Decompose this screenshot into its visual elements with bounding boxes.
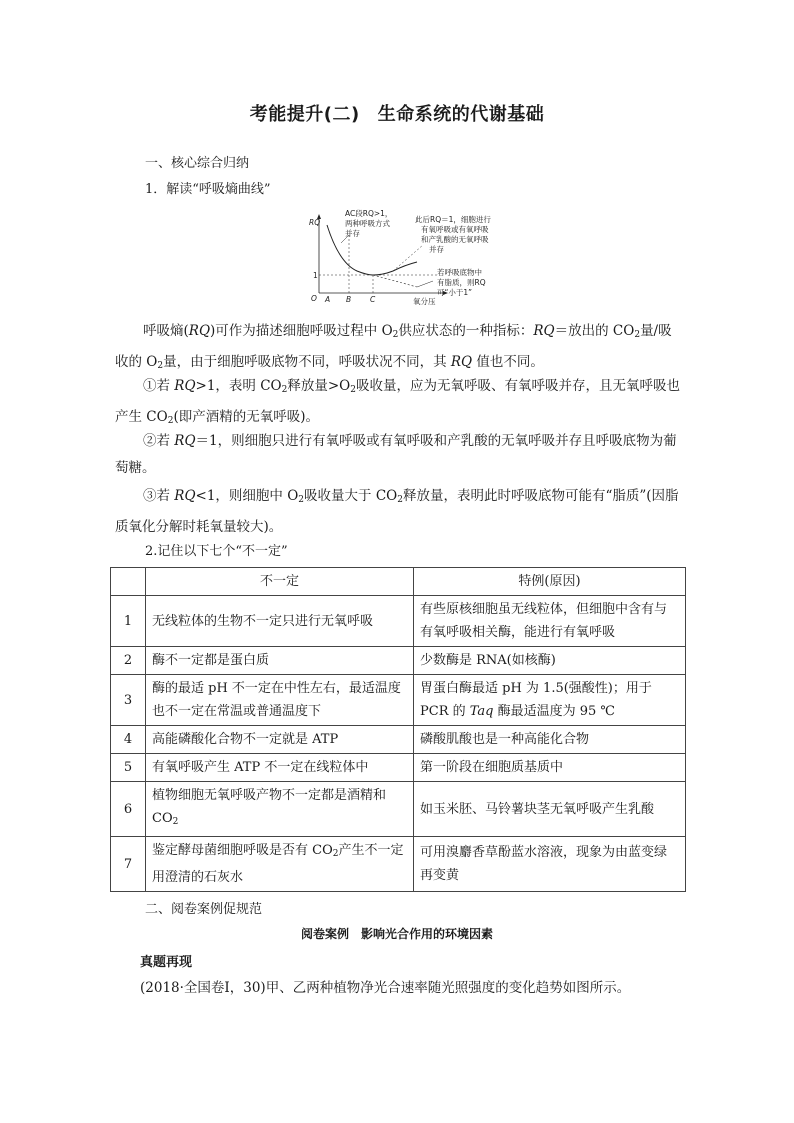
ann-fat-1: 若呼吸底物中 (437, 268, 482, 277)
rq-curve (327, 225, 417, 275)
subheading-seven: 2.记住以下七个“不一定” (145, 544, 288, 559)
case-title: 阅卷案例 影响光合作用的环境因素 (300, 927, 493, 941)
table-row: 3 酶的最适 pH 不一定在中性左右，最适温度也不一定在常温或普通温度下 胃蛋白酶最适 pH 为 1.5(强酸性)；用于 PCR 的 Taq 酶最适温度为 95 ℃ (111, 675, 686, 726)
y-one-label: 1 (313, 271, 318, 280)
fat-curve (373, 275, 417, 287)
header-col-2: 特例(原因) (414, 568, 686, 596)
table-row: 4 高能磷酸化合物不一定就是 ATP 磷酸肌酸也是一种高能化合物 (111, 726, 686, 754)
ann-ac-1: AC段RQ>1， (345, 209, 393, 218)
real-question-heading: 真题再现 (140, 955, 193, 970)
rq-curve-figure (305, 205, 505, 310)
origin-label: O (311, 294, 317, 303)
x-label: 氧分压 (413, 297, 436, 306)
seven-not-necessarily-table (110, 567, 686, 892)
subheading-rq-curve: 1．解读“呼吸熵曲线” (145, 182, 271, 197)
ann-fat-3: 可“小于1” (437, 288, 473, 297)
after-pointer (393, 245, 423, 271)
section-heading-1: 一、核心综合归纳 (145, 156, 250, 171)
paragraph-rq-equal: ②若 RQ＝1，则细胞只进行有氧呼吸或有氧呼吸和产乳酸的无氧呼吸并存且呼吸底物为葡萄糖。 (115, 433, 677, 476)
ann-after-4: 并存 (429, 245, 444, 254)
ann-after-3: 和产乳酸的无氧呼吸 (421, 235, 489, 244)
header-col-1: 不一定 (146, 568, 414, 596)
ann-fat-2: 有脂质，则RQ (437, 278, 486, 287)
paragraph-rq-less: ③若 RQ<1，则细胞中 $O_2$吸收量大于 $CO_2$释放量，表明此时呼吸底物可能有“脂质”(因脂质氧化分解时耗氧量较大)。 (115, 488, 679, 535)
title-subtitle: 生命系统的代谢基础 (377, 104, 545, 125)
table-row: 1 无线粒体的生物不一定只进行无氧呼吸 有些原核细胞虽无线粒体，但细胞中含有与有氧呼吸相关酶，能进行有氧呼吸 (111, 596, 686, 647)
y-label: RQ (309, 218, 321, 227)
paragraph-rq-greater: ①若 RQ>1，表明 $CO_2$释放量$>O_2$吸收量，应为无氧呼吸、有氧呼吸并存，且无氧呼吸也产生 $CO_2$(即产酒精的无氧呼吸)。 (115, 378, 680, 426)
ann-ac-3: 并存 (345, 229, 360, 238)
table-row: 6 植物细胞无氧呼吸产物不一定都是酒精和 $CO_2$ 如玉米胚、马铃薯块茎无氧呼吸产生乳酸 (111, 782, 686, 837)
x-tick-b: B (346, 295, 352, 304)
ann-after-2: 有氧呼吸或有氧呼吸 (421, 225, 489, 234)
page-title (0, 100, 794, 126)
table-row: 7 鉴定酵母菌细胞呼吸是否有 $CO_2$产生不一定用澄清的石灰水 可用溴麝香草酚蓝水溶液，现象为由蓝变绿再变黄 (111, 837, 686, 892)
table-header-row (111, 568, 686, 596)
title-main: 考能提升(二) (249, 104, 360, 125)
x-tick-a: A (325, 295, 331, 304)
table-row: 5 有氧呼吸产生 ATP 不一定在线粒体中 第一阶段在细胞质基质中 (111, 754, 686, 782)
x-tick-c: C (370, 295, 376, 304)
section-heading-2: 二、阅卷案例促规范 (145, 902, 263, 917)
table-row: 2 酶不一定都是蛋白质 少数酶是 RNA(如核酶) (111, 647, 686, 675)
fat-pointer (417, 281, 433, 287)
ann-ac-2: 两种呼吸方式 (345, 219, 390, 228)
ann-after-1: 此后RQ＝1，细胞进行 (415, 215, 491, 224)
question-intro: (2018·全国卷Ⅰ，30)甲、乙两种植物净光合速率随光照强度的变化趋势如图所示。 (140, 980, 631, 996)
header-num (111, 568, 146, 596)
paragraph-rq-definition: 呼吸熵(RQ)可作为描述细胞呼吸过程中 $O_2$供应状态的一种指标：RQ＝放出的 $CO_2$量/吸收的 $O_2$量，由于细胞呼吸底物不同，呼吸状况不同，其 RQ 值也不同。 (115, 323, 672, 371)
